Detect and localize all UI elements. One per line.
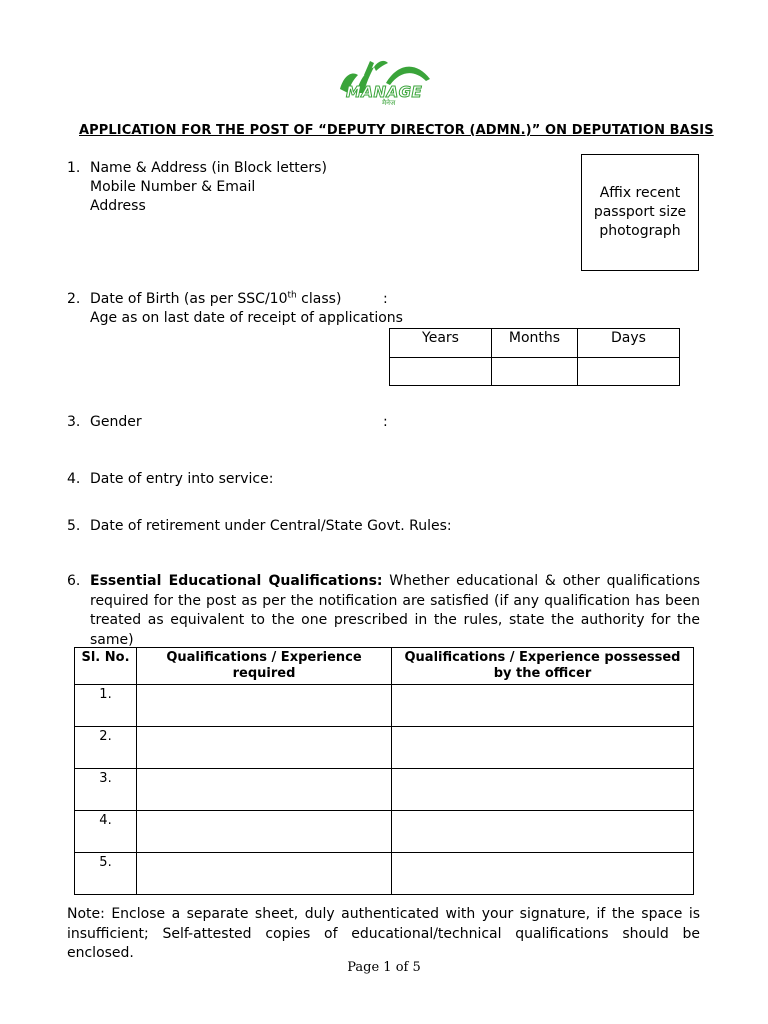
row-sl-no: 5.	[75, 853, 137, 895]
table-row	[75, 853, 694, 895]
required-cell[interactable]	[137, 685, 392, 727]
age-months-cell[interactable]	[492, 358, 578, 386]
age-header-months: Months	[492, 329, 578, 358]
item-3-number: 3.	[67, 414, 81, 430]
age-table-entry-row	[390, 358, 680, 386]
page-number-footer: Page 1 of 5	[347, 960, 421, 975]
possessed-cell[interactable]	[392, 727, 694, 769]
qualifications-table	[74, 647, 694, 895]
note-paragraph: Note: Enclose a separate sheet, duly authenticated with your signature, if the space is insufficient; Self-attested copies of educational/technical qualifications should be enclosed.	[67, 906, 700, 961]
item-6-bold-heading: Essential Educational Qualifications:	[90, 573, 383, 589]
item-1-label-address: Address	[90, 198, 146, 214]
item-1-number: 1.	[67, 160, 81, 176]
table-row	[75, 727, 694, 769]
photo-text-line2: passport size	[593, 204, 687, 220]
item-5-label-retirement-date: Date of retirement under Central/State Govt. Rules:	[90, 518, 452, 534]
header-sl-no: Sl. No.	[75, 648, 137, 685]
item-1-label-mobile-email: Mobile Number & Email	[90, 179, 256, 195]
possessed-cell[interactable]	[392, 685, 694, 727]
table-row	[75, 769, 694, 811]
item-2-label-age: Age as on last date of receipt of applications	[90, 310, 403, 326]
qualifications-header-row	[75, 648, 694, 685]
item-2-label-dob: Date of Birth (as per SSC/10th class)	[90, 290, 342, 307]
item-2-number: 2.	[67, 291, 81, 307]
age-header-days: Days	[578, 329, 680, 358]
item-6-number: 6.	[67, 573, 81, 589]
item-4-label-entry-date: Date of entry into service:	[90, 471, 274, 487]
photo-placeholder-box	[581, 154, 699, 271]
table-row	[75, 685, 694, 727]
possessed-cell[interactable]	[392, 769, 694, 811]
row-sl-no: 1.	[75, 685, 137, 727]
required-cell[interactable]	[137, 727, 392, 769]
photo-text-line3: photograph	[599, 223, 681, 239]
row-sl-no: 4.	[75, 811, 137, 853]
logo-subtext: मैनेज	[382, 99, 396, 107]
item-5-number: 5.	[67, 518, 81, 534]
item-6-paragraph	[90, 572, 700, 650]
possessed-cell[interactable]	[392, 853, 694, 895]
item-3-label-gender: Gender	[90, 414, 142, 430]
age-days-cell[interactable]	[578, 358, 680, 386]
required-cell[interactable]	[137, 811, 392, 853]
photo-text-line1: Affix recent	[599, 185, 681, 201]
age-table	[389, 328, 680, 386]
required-cell[interactable]	[137, 769, 392, 811]
item-2-colon: :	[383, 291, 388, 307]
required-cell[interactable]	[137, 853, 392, 895]
age-header-years: Years	[390, 329, 492, 358]
item-4-number: 4.	[67, 471, 81, 487]
header-qualifications-required: Qualifications / Experience required	[137, 648, 392, 685]
possessed-cell[interactable]	[392, 811, 694, 853]
age-table-header-row	[390, 329, 680, 358]
manage-logo	[334, 53, 434, 109]
row-sl-no: 2.	[75, 727, 137, 769]
age-years-cell[interactable]	[390, 358, 492, 386]
row-sl-no: 3.	[75, 769, 137, 811]
item-3-colon: :	[383, 414, 388, 430]
page-title: APPLICATION FOR THE POST OF “DEPUTY DIRECTOR (ADMN.)” ON DEPUTATION BASIS	[79, 123, 714, 138]
item-6-text: Whether educational & other qualifications required for the post as per the notification are satisfied (if any qualification has been treated as equivalent to the one prescribed in the rules, state the authority for the same)	[90, 573, 700, 648]
table-row	[75, 811, 694, 853]
item-1-label-name-address: Name & Address (in Block letters)	[90, 160, 327, 176]
superscript-th: th	[287, 290, 297, 301]
header-qualifications-possessed: Qualifications / Experience possessed by the officer	[392, 648, 694, 685]
logo-text: MANAGE	[346, 83, 423, 101]
